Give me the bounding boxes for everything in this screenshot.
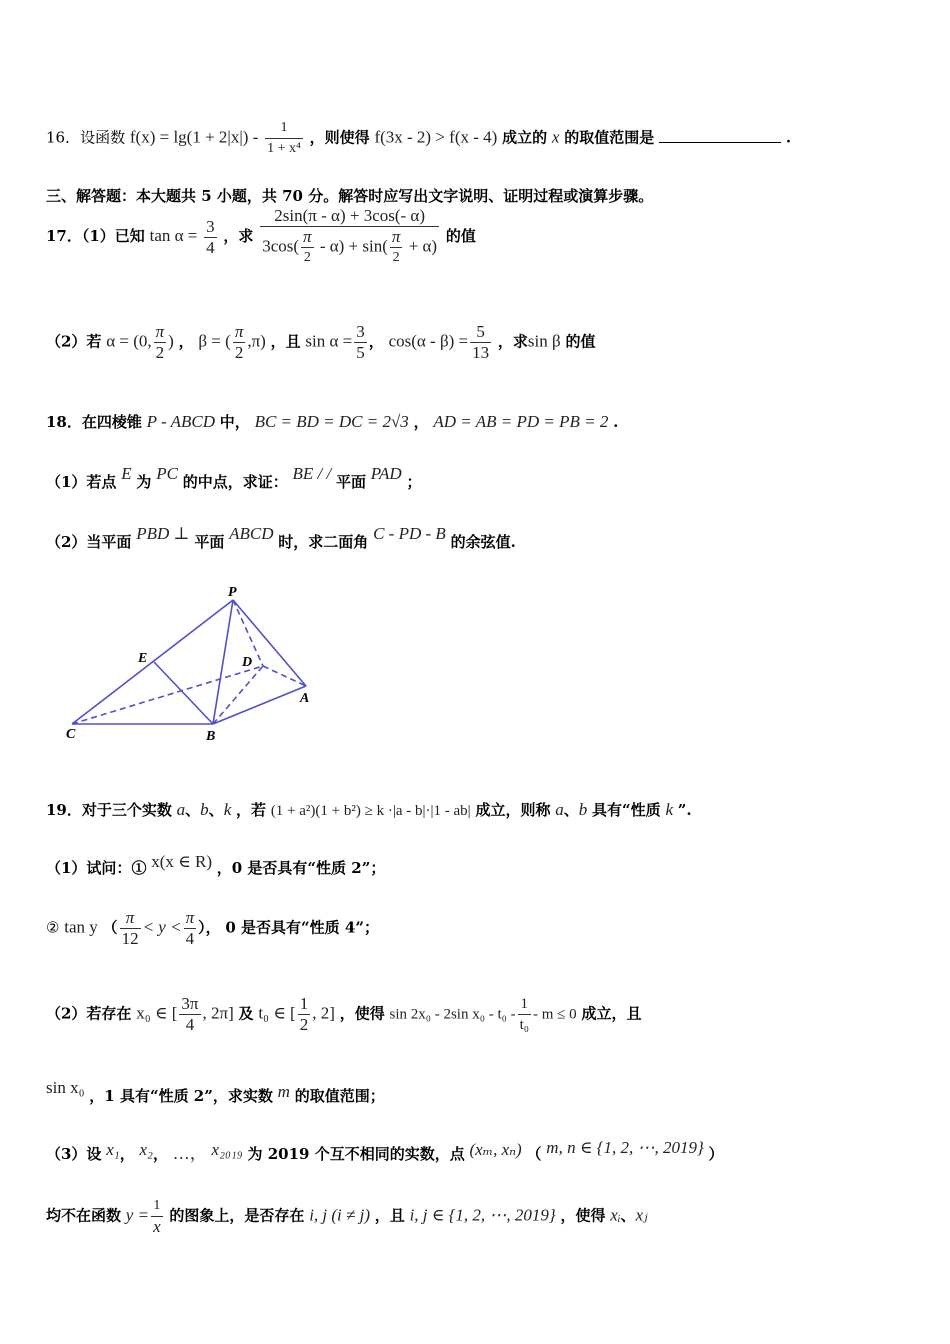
q17-value: 的值 <box>445 227 476 245</box>
q16-tail2: 的取值范围是 <box>564 128 655 147</box>
pyramid-figure <box>56 580 326 745</box>
q19-a2: a <box>555 800 564 819</box>
q17-den-part-b: - α) + sin( <box>315 236 388 256</box>
q19-x1: x₁ <box>106 1140 120 1159</box>
q19-b2: b <box>578 800 588 819</box>
edge-pa <box>233 600 306 686</box>
q19-p3c: （ <box>526 1145 542 1163</box>
q16-mid: ，则使得 <box>309 128 370 147</box>
q18-comma: ， <box>413 413 429 431</box>
q19-number: 19．对于三个实数 <box>46 801 172 819</box>
q19-tany: tan y <box>64 917 98 937</box>
q17-alpha-in: α = (0, <box>106 331 152 351</box>
q17-alpha-two: 2 <box>155 343 165 362</box>
label-d: D <box>242 655 253 670</box>
q19-pi12-den: 12 <box>121 929 139 948</box>
q17-tan-den: 4 <box>206 237 215 257</box>
q17-find: ，求 <box>497 332 528 351</box>
q17-and: ，且 <box>270 332 301 351</box>
q17-comma2: ， <box>368 332 384 351</box>
q19-lt: < y < <box>142 917 182 937</box>
q18-cond1: BC = BD = DC = 2√3 <box>254 412 409 431</box>
q19-sep2: 、 <box>208 801 224 819</box>
q17-den-part-c: + α) <box>404 236 438 256</box>
q17-beta-in: β = ( <box>198 331 231 351</box>
q19-1x-num: 1 <box>151 1196 163 1217</box>
q17-expr-num: 2sin(π - α) + 3cos(- α) <box>260 206 439 227</box>
q19-a: a <box>176 800 186 819</box>
q17-sin-beta: sin β <box>527 331 561 351</box>
q18-part2 <box>46 524 516 552</box>
q17-beta-pi: π <box>234 322 244 341</box>
q16-inequality: f(3x - 2) > f(x - 4) <box>374 127 498 147</box>
q19-ineq: sin 2x₀ - 2sin x₀ - t₀ - <box>389 1006 516 1023</box>
q18-line <box>46 412 618 432</box>
q17-sin-alpha: sin α = <box>305 331 353 351</box>
q19-frac-half <box>298 994 311 1035</box>
q17-den-two2: 2 <box>392 250 400 265</box>
q19-condition: (1 + a²)(1 + b²) ≥ k ·|a - b|·|1 - ab| <box>270 803 471 819</box>
label-e: E <box>138 651 148 666</box>
q19-sinx0: sin x₀ <box>46 1078 85 1097</box>
q16-function: f(x) = lg(1 + 2|x|) - <box>129 127 259 147</box>
q18-mid: 中， <box>219 413 250 431</box>
q19-and: 及 <box>238 1004 254 1023</box>
q17-expr-den <box>260 227 439 268</box>
q19-have: 具有“性质 <box>592 801 661 819</box>
q19-xi: xᵢ <box>610 1205 621 1225</box>
q17-tan-frac <box>204 217 217 258</box>
q19-sep3: 、 <box>563 801 579 819</box>
q17-beta-two: 2 <box>234 343 244 362</box>
edge-eb <box>154 662 213 724</box>
q19-x2019: x₂₀₁₉ <box>211 1140 243 1159</box>
edge-ba <box>213 686 306 724</box>
q19-ij: i, j (i ≠ j) <box>309 1205 370 1225</box>
q19-p3b: 为 2019 个互不相同的实数，点 <box>247 1145 465 1163</box>
q19-last-d: ，使得 <box>560 1206 606 1225</box>
q18-plane: 平面 <box>336 473 367 491</box>
q17-line2 <box>46 322 595 363</box>
q19-3pi: 3π <box>181 994 199 1013</box>
q18-plane2: 平面 <box>194 533 225 551</box>
q19-p2: （2）若存在 <box>46 1004 132 1023</box>
q19-pi12-num: π <box>120 908 141 929</box>
q19-p1c: 0 是否具有“性质 4”； <box>225 918 379 937</box>
q19-tail: 成立，则称 <box>475 801 551 819</box>
q19-p3: （3）设 <box>46 1145 102 1163</box>
q17-expression <box>260 206 439 268</box>
section-3-heading: 三、解答题：本大题共 5 小题，共 70 分。解答时应写出文字说明、证明过程或演算步骤。 <box>46 187 654 205</box>
q19-xr: x(x ∈ R) <box>151 852 212 871</box>
q19-frac-pi4 <box>184 908 197 949</box>
q17-sin-den: 5 <box>356 343 365 362</box>
q16-frac-num: 1 <box>265 118 303 139</box>
q19-lp: （ <box>102 918 118 937</box>
q17-tan-num: 3 <box>206 216 215 236</box>
q19-mn: m, n ∈ {1, 2, ⋯, 2019} <box>546 1138 704 1157</box>
q19-close: ”. <box>677 801 692 819</box>
q19-p3d: ） <box>708 1145 724 1163</box>
q19-1x-den: x <box>153 1217 161 1236</box>
edge-da <box>263 666 306 686</box>
q19-make: ，使得 <box>339 1004 385 1023</box>
q18-p2-c: 的余弦值. <box>450 533 516 551</box>
q17-den-two1: 2 <box>303 250 311 265</box>
q18-dihedral: C - PD - B <box>373 524 446 543</box>
q19-dots: …， <box>172 1144 207 1163</box>
q19-frac-1x <box>151 1196 163 1237</box>
q19-if: ，若 <box>236 801 267 819</box>
q19-m: m <box>277 1082 290 1101</box>
q19-last-c: ，且 <box>374 1206 405 1225</box>
q19-frac-t0 <box>518 994 531 1035</box>
q18-semi: ； <box>406 473 422 491</box>
q18-p1-a: （1）若点 <box>46 473 117 491</box>
q19-half-den: 2 <box>299 1015 309 1034</box>
label-p: P <box>228 585 237 600</box>
label-c: C <box>66 727 76 742</box>
q19-line <box>46 800 692 821</box>
q17-den-pi1: π <box>303 227 312 246</box>
q17-cos-frac <box>470 322 491 363</box>
q18-pyramid: P - ABCD <box>146 412 215 431</box>
q18-point-e: E <box>121 464 132 483</box>
q19-pi4-num: π <box>185 908 195 927</box>
q16-frac-den: 1 + x⁴ <box>267 141 301 156</box>
q17-den-part-a: 3cos( <box>262 236 300 256</box>
q19-hold: 成立，且 <box>581 1004 642 1023</box>
q16-end: . <box>785 128 792 147</box>
q19-part2b <box>46 1078 385 1106</box>
q17-value2: 的值 <box>565 332 596 351</box>
q17-alpha-frac <box>154 322 167 363</box>
q19-t0in: t₀ ∈ [ <box>258 1003 296 1023</box>
q17-beta-close: ,π) <box>247 331 266 351</box>
q19-x0in: x₀ ∈ [ <box>136 1003 178 1023</box>
q19-t0-num: 1 <box>518 994 531 1015</box>
q19-p1b: ，0 是否具有“性质 2”； <box>216 859 386 877</box>
label-a: A <box>300 691 310 706</box>
q19-frac-3pi4 <box>179 994 200 1035</box>
q17-sin-num: 3 <box>356 322 365 341</box>
q19-mle: - m ≤ 0 <box>533 1006 577 1023</box>
q18-p2-a: （2）当平面 <box>46 533 132 551</box>
q19-sep1: 、 <box>185 801 201 819</box>
q19-part1 <box>46 852 386 878</box>
q18-cond2: AD = AB = PD = PB = 2 <box>433 412 609 431</box>
q17-den-frac2 <box>390 227 403 268</box>
q16-tail: 成立的 <box>502 128 548 147</box>
q19-rp: ）， <box>198 918 221 937</box>
q19-last-a: 均不在函数 <box>46 1206 122 1225</box>
q19-part3b <box>46 1196 648 1237</box>
q17-ask: ，求 <box>223 227 254 245</box>
q16-fraction <box>265 118 303 159</box>
q16-number: 16．设函数 <box>46 128 126 147</box>
q19-half-num: 1 <box>299 994 309 1013</box>
q19-last-b: 的图象上，是否存在 <box>169 1206 305 1225</box>
q18-end: . <box>613 413 619 431</box>
q19-two2: , 2] <box>312 1003 335 1023</box>
q18-pbd: PBD ⊥ <box>136 524 190 543</box>
q19-x2: x₂ <box>139 1140 153 1159</box>
q17-sin-frac <box>354 322 367 363</box>
q16-answer-blank <box>659 128 781 143</box>
q19-dun: 、 <box>620 1206 636 1225</box>
q17-den-frac1 <box>301 227 314 268</box>
q18-pc: PC <box>156 464 178 483</box>
q19-xj: xⱼ <box>635 1205 648 1225</box>
q18-p2-b: 时，求二面角 <box>278 533 369 551</box>
q19-t0-den: t₀ <box>519 1017 529 1033</box>
q17-alpha-close: ) <box>168 331 174 351</box>
q19-four: 4 <box>185 1015 195 1034</box>
q17-line1 <box>46 206 476 268</box>
q19-pi4-den: 4 <box>185 929 195 948</box>
q19-comma1: ， <box>119 1145 135 1163</box>
q18-p1-c: 的中点，求证： <box>182 473 288 491</box>
q19-p2c: 的取值范围； <box>294 1087 385 1105</box>
q19-circ2: ② <box>46 918 60 937</box>
q19-2pi: , 2π] <box>202 1003 234 1023</box>
q17-beta-frac <box>233 322 246 363</box>
q19-comma2: ， <box>152 1145 168 1163</box>
q18-abcd: ABCD <box>229 524 274 543</box>
q19-p2b: ，1 具有“性质 2”，求实数 <box>89 1087 273 1105</box>
q17-tan: tan α = <box>149 226 198 245</box>
q17-comma: ， <box>178 332 194 351</box>
q19-y-eq: y = <box>125 1205 150 1225</box>
q17-den-pi2: π <box>391 227 401 246</box>
q19-p1: （1）试问：① <box>46 859 147 877</box>
q19-b: b <box>200 800 209 819</box>
edge-cp <box>72 600 233 724</box>
q19-ij-in: i, j ∈ {1, 2, ⋯, 2019} <box>409 1205 556 1225</box>
q19-k: k <box>223 800 232 819</box>
q17-alpha-pi: π <box>155 322 165 341</box>
q17-cos: cos(α - β) = <box>388 331 469 351</box>
q19-part3 <box>46 1138 724 1164</box>
q16-var: x <box>551 127 560 147</box>
q18-p1-b: 为 <box>136 473 152 491</box>
q18-number: 18．在四棱锥 <box>46 413 142 431</box>
q18-be: BE / / <box>292 464 332 483</box>
q19-part2 <box>46 994 641 1035</box>
q17-cos-den: 13 <box>472 343 490 362</box>
q17-number: 17．（1）已知 <box>46 227 145 245</box>
q17-cos-num: 5 <box>470 322 491 343</box>
label-b: B <box>206 729 216 744</box>
q18-part1 <box>46 464 422 492</box>
q19-k2: k <box>665 800 673 819</box>
q19-point: (xₘ, xₙ) <box>469 1140 522 1159</box>
q19-frac-pi12 <box>120 908 141 949</box>
q17-p2-label: （2）若 <box>46 332 102 351</box>
q19-part1-2 <box>46 908 379 949</box>
q18-pad: PAD <box>370 464 402 483</box>
q16-line <box>46 118 791 159</box>
